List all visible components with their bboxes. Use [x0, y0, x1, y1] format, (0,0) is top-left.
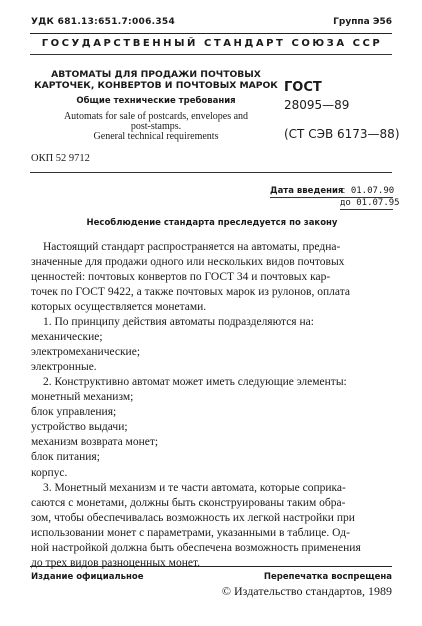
- list-item: корпус.: [31, 466, 68, 479]
- intro-line: Настоящий стандарт распространяется на автоматы, предна-: [43, 241, 341, 253]
- banner-title: ГОСУДАРСТВЕННЫЙ СТАНДАРТ СОЮЗА ССР: [41, 38, 383, 49]
- top-rule: [30, 33, 392, 34]
- section-3: [31, 481, 393, 572]
- list-item: электронные.: [31, 361, 97, 374]
- intro-line: точек по ГОСТ 9422, а также почтовых марок из рулонов, оплата: [31, 286, 350, 299]
- gost-number: 28095—89: [284, 98, 350, 112]
- title-ru-subtitle: Общие технические требования: [76, 96, 236, 106]
- udk-code: УДК 681.13:651.7:006.354: [31, 17, 176, 27]
- item3-line: 3. Монетный механизм и те части автомата, которые соприка-: [43, 482, 346, 494]
- list-item: механические;: [31, 331, 103, 344]
- title-en-line2: post-stamps.: [130, 121, 182, 132]
- publisher-copyright: © Издательство стандартов, 1989: [221, 584, 392, 598]
- list-item: блок питания;: [31, 451, 100, 464]
- intro-date: с 01.07.90: [340, 186, 395, 196]
- okp-rule: [30, 172, 392, 173]
- intro-line: ценностей: почтовых конвертов по ГОСТ 34 и почтовых кар-: [31, 271, 331, 284]
- item1-heading: 1. По принципу действия автоматы подразделяются на:: [43, 316, 314, 328]
- until-date: до 01.07.95: [340, 198, 400, 208]
- banner-rule: [30, 54, 392, 55]
- intro-date-label: Дата введения: [270, 186, 344, 196]
- list-item: электромеханические;: [31, 346, 141, 359]
- intro-paragraph: [31, 240, 393, 315]
- intro-line: значенные для продажи одного или нескольких видов почтовых: [31, 256, 345, 269]
- okp-code: ОКП 52 9712: [31, 153, 90, 164]
- footer-rule: [30, 566, 392, 567]
- section-2: [31, 375, 393, 481]
- sev-number: (СТ СЭВ 6173—88): [284, 127, 400, 141]
- list-item: монетный механизм;: [31, 391, 134, 404]
- title-en-line1: Automats for sale of postcards, envelopes and: [63, 111, 249, 122]
- item3-line: ной настройкой должна быть обеспечена возможность применения: [31, 542, 361, 555]
- item3-line: до трех видов разноценных монет.: [31, 557, 201, 570]
- intro-line: которых осуществляется монетами.: [31, 301, 207, 314]
- list-item: устройство выдачи;: [31, 421, 128, 434]
- gost-label: ГОСТ: [284, 80, 322, 95]
- edition-label: Издание официальное: [31, 572, 144, 582]
- title-ru-line2: КАРТОЧЕК, КОНВЕРТОВ И ПОЧТОВЫХ МАРОК: [34, 80, 278, 91]
- list-item: блок управления;: [31, 406, 117, 419]
- group-code: Группа Э56: [333, 17, 392, 27]
- title-ru-line1: АВТОМАТЫ ДЛЯ ПРОДАЖИ ПОЧТОВЫХ: [51, 69, 261, 80]
- reprint-label: Перепечатка воспрещена: [263, 572, 392, 582]
- item3-line: саются с монетами, должны быть сконструированы таким обра-: [31, 497, 346, 510]
- item3-line: зом, чтобы обеспечивалась возможность их легкой настройки при: [31, 512, 355, 525]
- until-date-rule: [340, 209, 393, 210]
- list-item: механизм возврата монет;: [31, 436, 159, 449]
- section-1: [31, 315, 393, 375]
- title-en-line3: General technical requirements: [93, 131, 219, 142]
- item2-heading: 2. Конструктивно автомат может иметь следующие элементы:: [43, 376, 347, 388]
- item3-line: использовании монет с параметрами, указанными в таблице. Од-: [31, 527, 350, 540]
- warning-line: Несоблюдение стандарта преследуется по закону: [86, 218, 338, 228]
